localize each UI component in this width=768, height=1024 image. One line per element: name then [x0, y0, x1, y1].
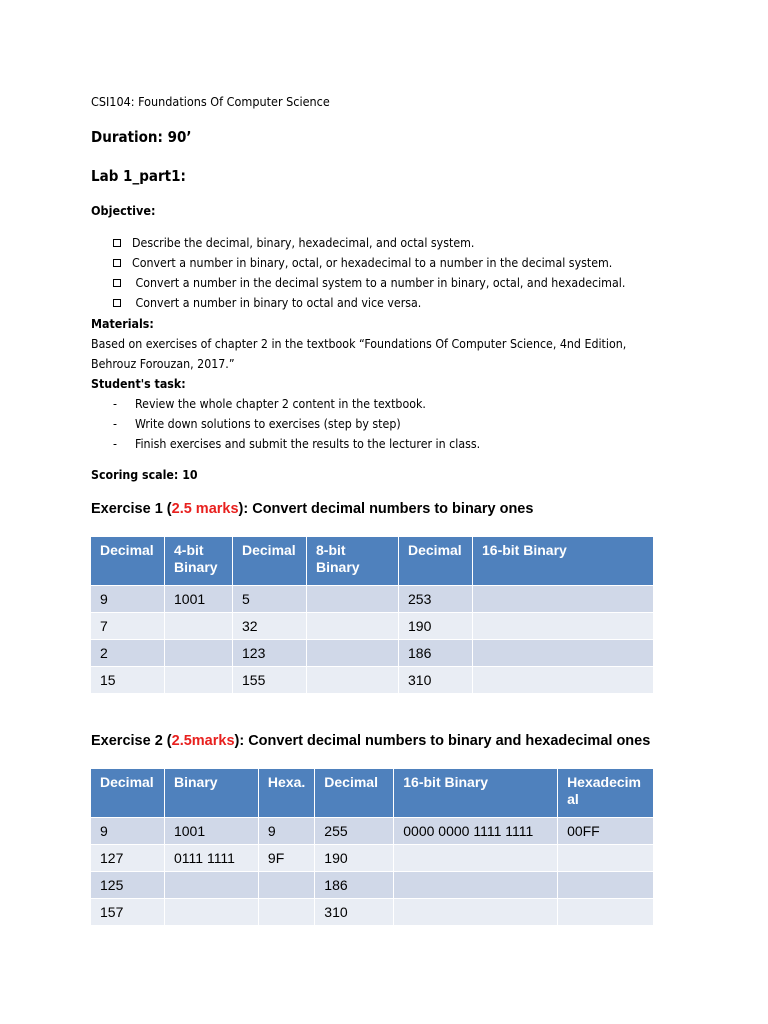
- objective-label: Objective:: [91, 203, 156, 218]
- table-cell: 5: [233, 585, 307, 612]
- checkbox-bullet-icon: [113, 279, 121, 287]
- duration-heading: Duration: 90’: [91, 128, 192, 146]
- table-row: [91, 871, 653, 898]
- table-header-row: [91, 537, 653, 585]
- table-cell: 125: [91, 871, 165, 898]
- checkbox-bullet-icon: [113, 299, 121, 307]
- column-header: Decimal: [91, 537, 165, 585]
- table-cell: 186: [399, 639, 473, 666]
- table-row: [91, 612, 653, 639]
- table-cell: [473, 612, 653, 639]
- exercise2-table: [91, 769, 653, 925]
- table-cell: 310: [399, 666, 473, 693]
- exercise2-marks: 2.5marks: [171, 733, 235, 749]
- table-cell: [165, 612, 233, 639]
- table-cell: 9: [259, 817, 315, 844]
- column-header: 4-bit Binary: [165, 537, 233, 585]
- table-cell: [394, 844, 558, 871]
- table-cell: [259, 871, 315, 898]
- list-item: Convert a number in the decimal system to a number in binary, octal, and hexadecimal.: [113, 273, 625, 293]
- table-cell: 2: [91, 639, 165, 666]
- scoring-scale: Scoring scale: 10: [91, 468, 198, 482]
- column-header: 16-bit Binary: [473, 537, 653, 585]
- table-row: [91, 844, 653, 871]
- table-cell: 255: [315, 817, 394, 844]
- table-cell: 155: [233, 666, 307, 693]
- table-cell: [307, 585, 399, 612]
- exercise1-marks: 2.5 marks: [171, 501, 239, 517]
- table-cell: 0111 1111: [165, 844, 259, 871]
- column-header: Decimal: [233, 537, 307, 585]
- column-header: Hexa.: [259, 769, 315, 817]
- column-header: 16-bit Binary: [394, 769, 558, 817]
- column-header: 8-bit Binary: [307, 537, 399, 585]
- table-cell: 15: [91, 666, 165, 693]
- materials-text-line2: Behrouz Forouzan, 2017.”: [91, 357, 235, 371]
- table-row: [91, 585, 653, 612]
- course-title: CSI104: Foundations Of Computer Science: [91, 94, 330, 109]
- table-row: [91, 817, 653, 844]
- checkbox-bullet-icon: [113, 259, 121, 267]
- list-item: Describe the decimal, binary, hexadecimal, and octal system.: [113, 233, 625, 253]
- table-row: [91, 666, 653, 693]
- list-item: Convert a number in binary to octal and vice versa.: [113, 293, 625, 313]
- list-item: - Write down solutions to exercises (step by step): [113, 417, 401, 431]
- table-row: [91, 898, 653, 925]
- tasks-list: [113, 394, 480, 454]
- table-cell: 157: [91, 898, 165, 925]
- table-cell: 7: [91, 612, 165, 639]
- table-cell: [558, 871, 653, 898]
- table-cell: 253: [399, 585, 473, 612]
- table-cell: 190: [315, 844, 394, 871]
- list-item: Convert a number in binary, octal, or hexadecimal to a number in the decimal system.: [113, 253, 625, 273]
- table-cell: 1001: [165, 585, 233, 612]
- column-header: Decimal: [399, 537, 473, 585]
- table-cell: 186: [315, 871, 394, 898]
- objectives-list: [113, 233, 625, 313]
- materials-text-line1: Based on exercises of chapter 2 in the textbook “Foundations Of Computer Science, 4nd Edition,: [91, 337, 627, 351]
- table-cell: [473, 666, 653, 693]
- table-cell: [259, 898, 315, 925]
- table-cell: [473, 639, 653, 666]
- column-header: Decimal: [315, 769, 394, 817]
- table-cell: 9: [91, 585, 165, 612]
- table-cell: [558, 898, 653, 925]
- materials-section: [91, 314, 626, 394]
- table-cell: 32: [233, 612, 307, 639]
- table-row: [91, 639, 653, 666]
- table-cell: [165, 666, 233, 693]
- table-cell: 127: [91, 844, 165, 871]
- table-cell: 9F: [259, 844, 315, 871]
- list-item: - Finish exercises and submit the results to the lecturer in class.: [113, 437, 481, 451]
- column-header: Hexadecimal: [558, 769, 653, 817]
- lab-heading: Lab 1_part1:: [91, 167, 186, 185]
- table-cell: 00FF: [558, 817, 653, 844]
- table-cell: 123: [233, 639, 307, 666]
- table-cell: 310: [315, 898, 394, 925]
- table-cell: 9: [91, 817, 165, 844]
- column-header: Binary: [165, 769, 259, 817]
- table-cell: [394, 871, 558, 898]
- table-cell: 1001: [165, 817, 259, 844]
- exercise1-title: Exercise 1 (2.5 marks): Convert decimal numbers to binary ones: [91, 501, 534, 517]
- column-header: Decimal: [91, 769, 165, 817]
- list-item: - Review the whole chapter 2 content in the textbook.: [113, 397, 426, 411]
- table-cell: [307, 666, 399, 693]
- table-cell: [165, 639, 233, 666]
- table-cell: [165, 898, 259, 925]
- checkbox-bullet-icon: [113, 239, 121, 247]
- table-cell: [558, 844, 653, 871]
- table-header-row: [91, 769, 653, 817]
- table-cell: [165, 871, 259, 898]
- table-cell: 190: [399, 612, 473, 639]
- task-label: Student's task:: [91, 377, 186, 391]
- exercise1-table: [91, 537, 653, 693]
- table-cell: [394, 898, 558, 925]
- materials-label: Materials:: [91, 317, 154, 331]
- table-cell: [473, 585, 653, 612]
- table-cell: [307, 639, 399, 666]
- table-cell: [307, 612, 399, 639]
- table-cell: 0000 0000 1111 1111: [394, 817, 558, 844]
- exercise2-title: Exercise 2 (2.5marks): Convert decimal numbers to binary and hexadecimal ones: [91, 733, 651, 749]
